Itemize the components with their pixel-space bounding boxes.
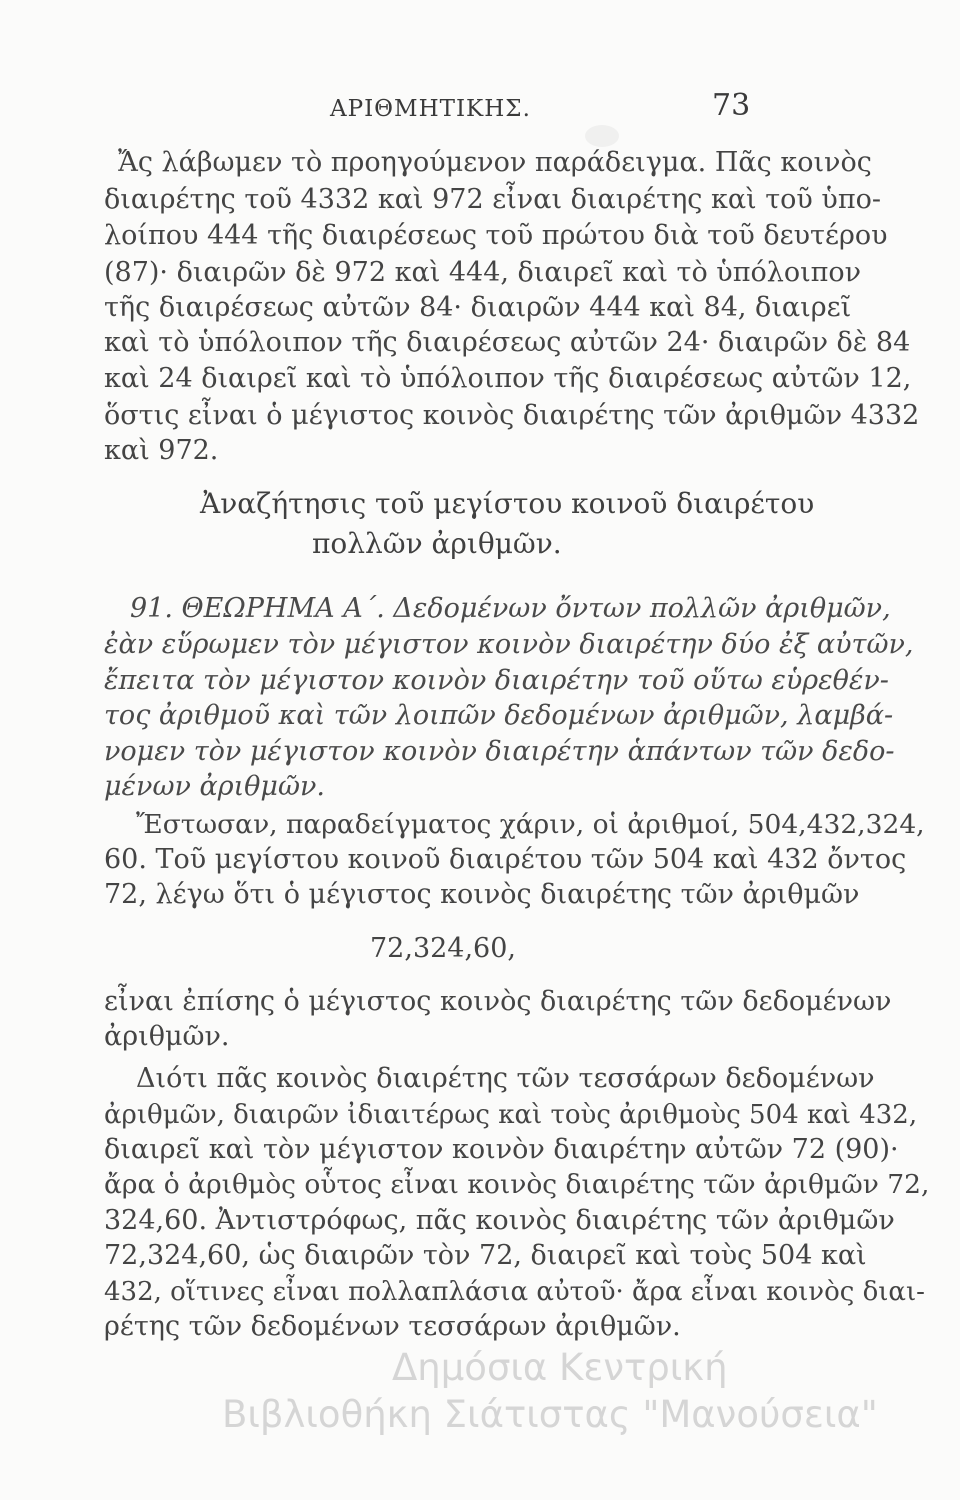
page-number: 73: [712, 88, 751, 123]
text-line: ἀριθμῶν.: [104, 1021, 230, 1052]
text-line: καὶ 24 διαιρεῖ καὶ τὸ ὑπόλοιπον τῆς διαιρέσεως αὐτῶν 12,: [104, 363, 912, 394]
text-line: τῆς διαιρέσεως αὐτῶν 84· διαιρῶν 444 καὶ 84, διαιρεῖ: [104, 292, 852, 323]
text-line: Διότι πᾶς κοινὸς διαιρέτης τῶν τεσσάρων δεδομένων: [136, 1063, 875, 1094]
text-line: Ἄς λάβωμεν τὸ προηγούμενον παράδειγμα. Πᾶς κοινὸς: [118, 147, 872, 178]
theorem-line: τος ἀριθμοῦ καὶ τῶν λοιπῶν δεδομένων ἀριθμῶν, λαμβά-: [104, 700, 894, 731]
text-line: ρέτης τῶν δεδομένων τεσσάρων ἀριθμῶν.: [104, 1311, 681, 1342]
running-header: ΑΡΙΘΜΗΤΙΚΗΣ.: [330, 96, 531, 122]
theorem-line: ἔπειτα τὸν μέγιστον κοινὸν διαιρέτην τοῦ οὕτω εὑρεθέν-: [104, 665, 889, 696]
text-line: (87)· διαιρῶν δὲ 972 καὶ 444, διαιρεῖ καὶ τὸ ὑπόλοιπον: [104, 257, 862, 288]
ink-stain: [585, 125, 619, 147]
theorem-line: μένων ἀριθμῶν.: [104, 771, 325, 802]
text-line: καὶ τὸ ὑπόλοιπον τῆς διαιρέσεως αὐτῶν 24· διαιρῶν δὲ 84: [104, 327, 911, 358]
text-line: 60. Τοῦ μεγίστου κοινοῦ διαιρέτου τῶν 504 καὶ 432 ὄντος: [104, 844, 907, 875]
text-line: 72,324,60, ὡς διαιρῶν τὸν 72, διαιρεῖ καὶ τοὺς 504 καὶ: [104, 1240, 867, 1271]
text-line: καὶ 972.: [104, 435, 219, 466]
text-line: λοίπου 444 τῆς διαιρέσεως τοῦ πρώτου διὰ τοῦ δευτέρου: [104, 220, 888, 251]
text-line: διαιρεῖ καὶ τὸν μέγιστον κοινὸν διαιρέτην αὐτῶν 72 (90)·: [104, 1134, 899, 1165]
library-watermark: Δημόσια Κεντρική: [392, 1346, 728, 1389]
theorem-line: 91. ΘΕΩΡΗΜΑ Α΄. Δεδομένων ὄντων πολλῶν ἀριθμῶν,: [130, 593, 891, 624]
text-line: ἀριθμῶν, διαιρῶν ἰδιαιτέρως καὶ τοὺς ἀριθμοὺς 504 καὶ 432,: [104, 1100, 918, 1130]
library-watermark-continued: Βιβλιοθήκη Σιάτιστας "Μανούσεια": [222, 1393, 878, 1436]
text-line: 432, οἵτινες εἶναι πολλαπλάσια αὐτοῦ· ἄρα εἶναι κοινὸς διαι-: [104, 1277, 925, 1307]
text-line: Ἔστωσαν, παραδείγματος χάριν, οἱ ἀριθμοί, 504,432,324,: [136, 809, 925, 840]
centered-numbers: 72,324,60,: [370, 933, 516, 964]
text-line: ἄρα ὁ ἀριθμὸς οὗτος εἶναι κοινὸς διαιρέτης τῶν ἀριθμῶν 72,: [104, 1169, 930, 1200]
section-heading-continued: πολλῶν ἀριθμῶν.: [312, 527, 562, 560]
section-heading: Ἀναζήτησις τοῦ μεγίστου κοινοῦ διαιρέτου: [200, 487, 815, 520]
text-line: ὅστις εἶναι ὁ μέγιστος κοινὸς διαιρέτης τῶν ἀριθμῶν 4332: [104, 400, 920, 431]
text-line: εἶναι ἐπίσης ὁ μέγιστος κοινὸς διαιρέτης τῶν δεδομένων: [104, 986, 892, 1017]
text-line: 324,60. Ἀντιστρόφως, πᾶς κοινὸς διαιρέτης τῶν ἀριθμῶν: [104, 1205, 895, 1236]
text-line: 72, λέγω ὅτι ὁ μέγιστος κοινὸς διαιρέτης τῶν ἀριθμῶν: [104, 879, 860, 910]
text-line: διαιρέτης τοῦ 4332 καὶ 972 εἶναι διαιρέτης καὶ τοῦ ὑπο-: [104, 184, 881, 215]
theorem-line: νομεν τὸν μέγιστον κοινὸν διαιρέτην ἁπάντων τῶν δεδο-: [104, 736, 895, 767]
theorem-line: ἐὰν εὕρωμεν τὸν μέγιστον κοινὸν διαιρέτην δύο ἐξ αὐτῶν,: [104, 629, 914, 660]
